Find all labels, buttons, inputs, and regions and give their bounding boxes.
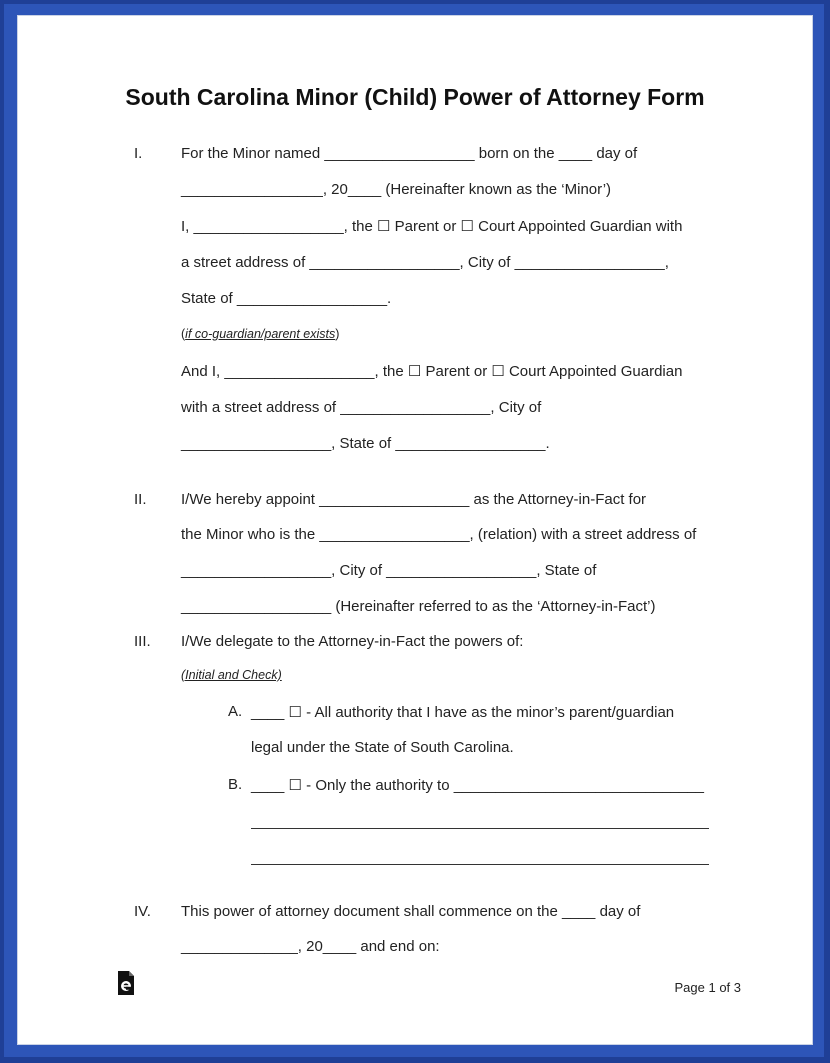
section-1-line-2: _________________, 20____ (Hereinafter known as the ‘Minor’) — [181, 181, 612, 198]
section-1-line-6: And I, __________________, the ☐ Parent or ☐ Court Appointed Guardian — [181, 363, 683, 380]
option-a-line-2: legal under the State of South Carolina. — [251, 739, 514, 756]
co-guardian-note — [181, 327, 339, 341]
section-4-line-1: This power of attorney document shall commence on the ____ day of — [181, 903, 641, 920]
option-b-line-1: ____ ☐ - Only the authority to ______________________________ — [251, 777, 704, 794]
note-close-paren: ) — [335, 327, 340, 341]
note-text: if co-guardian/parent exists — [185, 327, 336, 341]
section-1-line-8: __________________, State of __________________. — [181, 435, 550, 452]
option-a-letter: A. — [228, 703, 243, 720]
section-2-number: II. — [134, 491, 147, 508]
option-b-blank-line-1 — [251, 828, 709, 829]
option-a-line-1: ____ ☐ - All authority that I have as the minor’s parent/guardian — [251, 704, 675, 721]
document-title: South Carolina Minor (Child) Power of Attorney Form — [125, 84, 705, 110]
section-2-line-1: I/We hereby appoint __________________ as the Attorney-in-Fact for — [181, 491, 647, 508]
section-1-number: I. — [134, 145, 143, 162]
page-number: Page 1 of 3 — [674, 980, 741, 995]
section-4-line-2: ______________, 20____ and end on: — [181, 938, 440, 955]
section-2-line-3: __________________, City of __________________, State of — [181, 562, 597, 579]
section-4-number: IV. — [134, 903, 151, 920]
section-1-line-5: State of __________________. — [181, 290, 392, 307]
section-3-intro: I/We delegate to the Attorney-in-Fact the powers of: — [181, 633, 524, 650]
initial-check-note: (Initial and Check) — [181, 668, 282, 682]
option-b-blank-line-2 — [251, 864, 709, 865]
section-3-number: III. — [134, 633, 151, 650]
section-1-line-3: I, __________________, the ☐ Parent or ☐ Court Appointed Guardian with — [181, 218, 683, 235]
note-open-paren: ( — [181, 327, 186, 341]
option-b-letter: B. — [228, 776, 243, 793]
eforms-logo-icon — [117, 970, 135, 996]
section-1-line-1: For the Minor named __________________ born on the ____ day of — [181, 145, 638, 162]
section-2-line-4: __________________ (Hereinafter referred to as the ‘Attorney-in-Fact’) — [181, 598, 656, 615]
section-1-line-7: with a street address of __________________, City of — [181, 399, 542, 416]
section-2-line-2: the Minor who is the __________________, (relation) with a street address of — [181, 526, 697, 543]
section-1-line-4: a street address of __________________, City of __________________, — [181, 254, 669, 271]
